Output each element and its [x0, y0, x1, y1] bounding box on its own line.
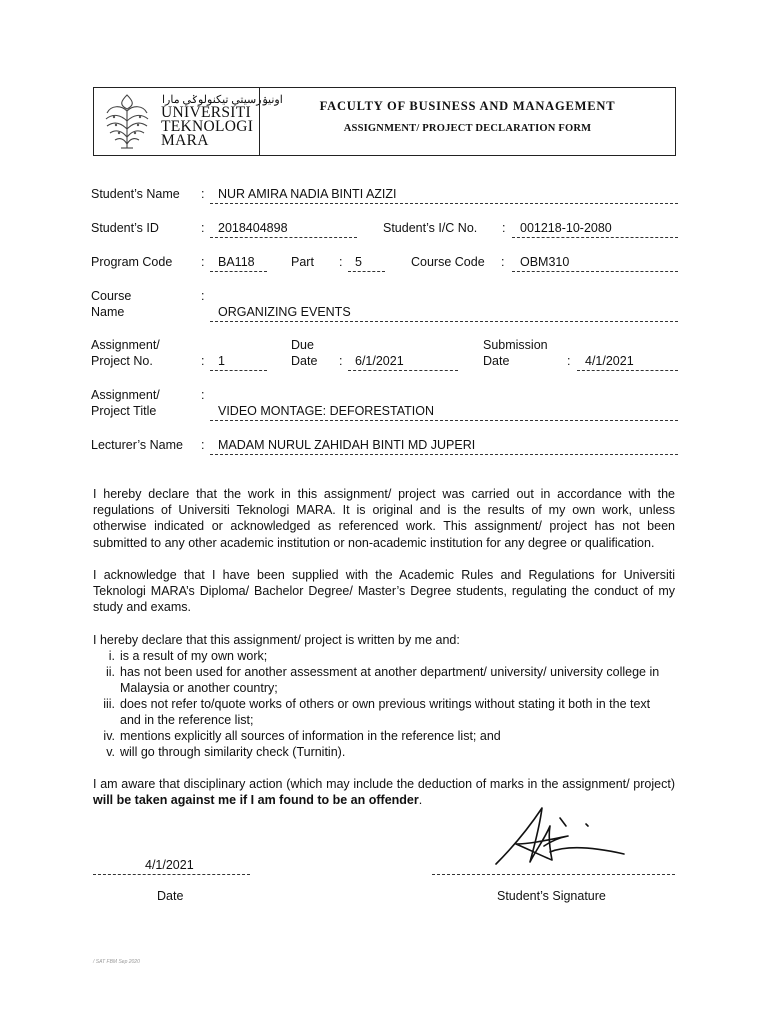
lecturer-label: Lecturer’s Name [91, 438, 183, 452]
colon: : [339, 255, 343, 269]
signature-label: Student’s Signature [497, 889, 606, 903]
colon: : [567, 354, 571, 368]
submission-label-2: Date [483, 354, 510, 368]
declaration-paragraph-1: I hereby declare that the work in this assignment/ project was carried out in accordance with the regulations of Universiti Teknologi MARA. It is original and is the results of my own work, unless otherwise indicated or acknowledged as referenced work. This assignment/ project has not been submitted to any other academic institution or non-academic institution for any degree or qualification. [93, 487, 675, 550]
due-label-2: Date [291, 354, 318, 368]
wordmark-line-3: MARA [161, 132, 209, 149]
university-jawi-text: اونيۏرسيتي تيكنولوݢي مارا [162, 94, 283, 106]
program-code-label: Program Code [91, 255, 173, 269]
wordmark-line-1: UNIVERSITI [161, 104, 251, 121]
project-title-label-2: Project Title [91, 404, 157, 418]
signoff-date-value: 4/1/2021 [145, 858, 194, 872]
student-name-label: Student’s Name [91, 187, 180, 201]
assignment-no-label-1: Assignment/ [91, 338, 160, 352]
list-number: i. [108, 649, 115, 663]
underline [210, 237, 357, 238]
ic-label: Student’s I/C No. [383, 221, 478, 235]
part-value: 5 [355, 255, 362, 269]
form-header [93, 87, 676, 156]
course-name-label-2: Name [91, 305, 125, 319]
declaration-intro: I hereby declare that this assignment/ project is written by me and: [93, 633, 460, 647]
underline [512, 237, 678, 238]
colon: : [501, 255, 505, 269]
list-text: mentions explicitly all sources of information in the reference list; and [120, 729, 501, 743]
declaration-text: I am aware that disciplinary action (which may include the deduction of marks in the assignment/ project) [93, 777, 675, 791]
submission-date-value: 4/1/2021 [585, 354, 634, 368]
declaration-paragraph-2: I acknowledge that I have been supplied with the Academic Rules and Regulations for Universiti Teknologi MARA’s Diploma/ Bachelor Degree/ Master’s Degree students, regulating the conduct of my study and exams. [93, 568, 675, 615]
list-text-continued: and in the reference list; [120, 713, 254, 727]
list-number: ii. [105, 665, 115, 679]
underline [577, 370, 678, 371]
underline [210, 370, 267, 371]
declaration-emphasis: will be taken against me if I am found to be an offender [93, 793, 419, 808]
course-code-label: Course Code [411, 255, 485, 269]
course-code-value: OBM310 [520, 255, 570, 269]
signature-mark-icon [490, 798, 630, 880]
underline [210, 454, 678, 455]
colon: : [201, 438, 205, 452]
underline [348, 370, 458, 371]
ic-value: 001218-10-2080 [520, 221, 612, 235]
due-date-value: 6/1/2021 [355, 354, 404, 368]
colon: : [201, 255, 205, 269]
date-label: Date [157, 889, 184, 903]
list-text: is a result of my own work; [120, 649, 268, 663]
list-text-continued: Malaysia or another country; [120, 681, 278, 695]
form-code-note: / SAT FBM Sep 2020 [93, 959, 140, 965]
colon: : [201, 187, 205, 201]
due-label-1: Due [291, 338, 314, 352]
colon: : [201, 221, 205, 235]
colon: : [201, 354, 205, 368]
colon: : [201, 289, 205, 303]
list-number: iii. [103, 697, 115, 711]
student-name-value: NUR AMIRA NADIA BINTI AZIZI [218, 187, 397, 201]
student-id-value: 2018404898 [218, 221, 288, 235]
underline [348, 271, 385, 272]
course-name-label-1: Course [91, 289, 132, 303]
wordmark-line-2: TEKNOLOGI [161, 118, 254, 135]
part-label: Part [291, 255, 314, 269]
form-title: ASSIGNMENT/ PROJECT DECLARATION FORM [343, 123, 592, 134]
course-name-value: ORGANIZING EVENTS [218, 305, 351, 319]
program-code-value: BA118 [218, 255, 255, 269]
student-id-label: Student’s ID [91, 221, 159, 235]
declaration-period: . [418, 793, 423, 808]
submission-label-1: Submission [483, 338, 548, 352]
signature-underline [432, 874, 675, 875]
list-number: iv. [103, 729, 115, 743]
lecturer-value: MADAM NURUL ZAHIDAH BINTI MD JUPERI [218, 438, 476, 452]
list-text: has not been used for another assessment at another department/ university/ university college in [120, 665, 660, 679]
colon: : [502, 221, 506, 235]
faculty-title: FACULTY OF BUSINESS AND MANAGEMENT [319, 99, 616, 113]
list-text: will go through similarity check (Turnitin). [120, 745, 346, 759]
project-title-value: VIDEO MONTAGE: DEFORESTATION [218, 404, 434, 418]
underline [210, 203, 678, 204]
colon: : [339, 354, 343, 368]
list-text: does not refer to/quote works of others or own previous writings without stating it both in the text [120, 697, 651, 711]
underline [512, 271, 678, 272]
project-title-label-1: Assignment/ [91, 388, 160, 402]
underline [210, 420, 678, 421]
list-number: v. [106, 745, 115, 759]
underline [210, 271, 267, 272]
assignment-no-value: 1 [218, 354, 225, 368]
uitm-crest-icon [101, 91, 153, 151]
assignment-no-label-2: Project No. [91, 354, 153, 368]
colon: : [201, 388, 205, 402]
underline [210, 321, 678, 322]
date-underline [93, 874, 250, 875]
